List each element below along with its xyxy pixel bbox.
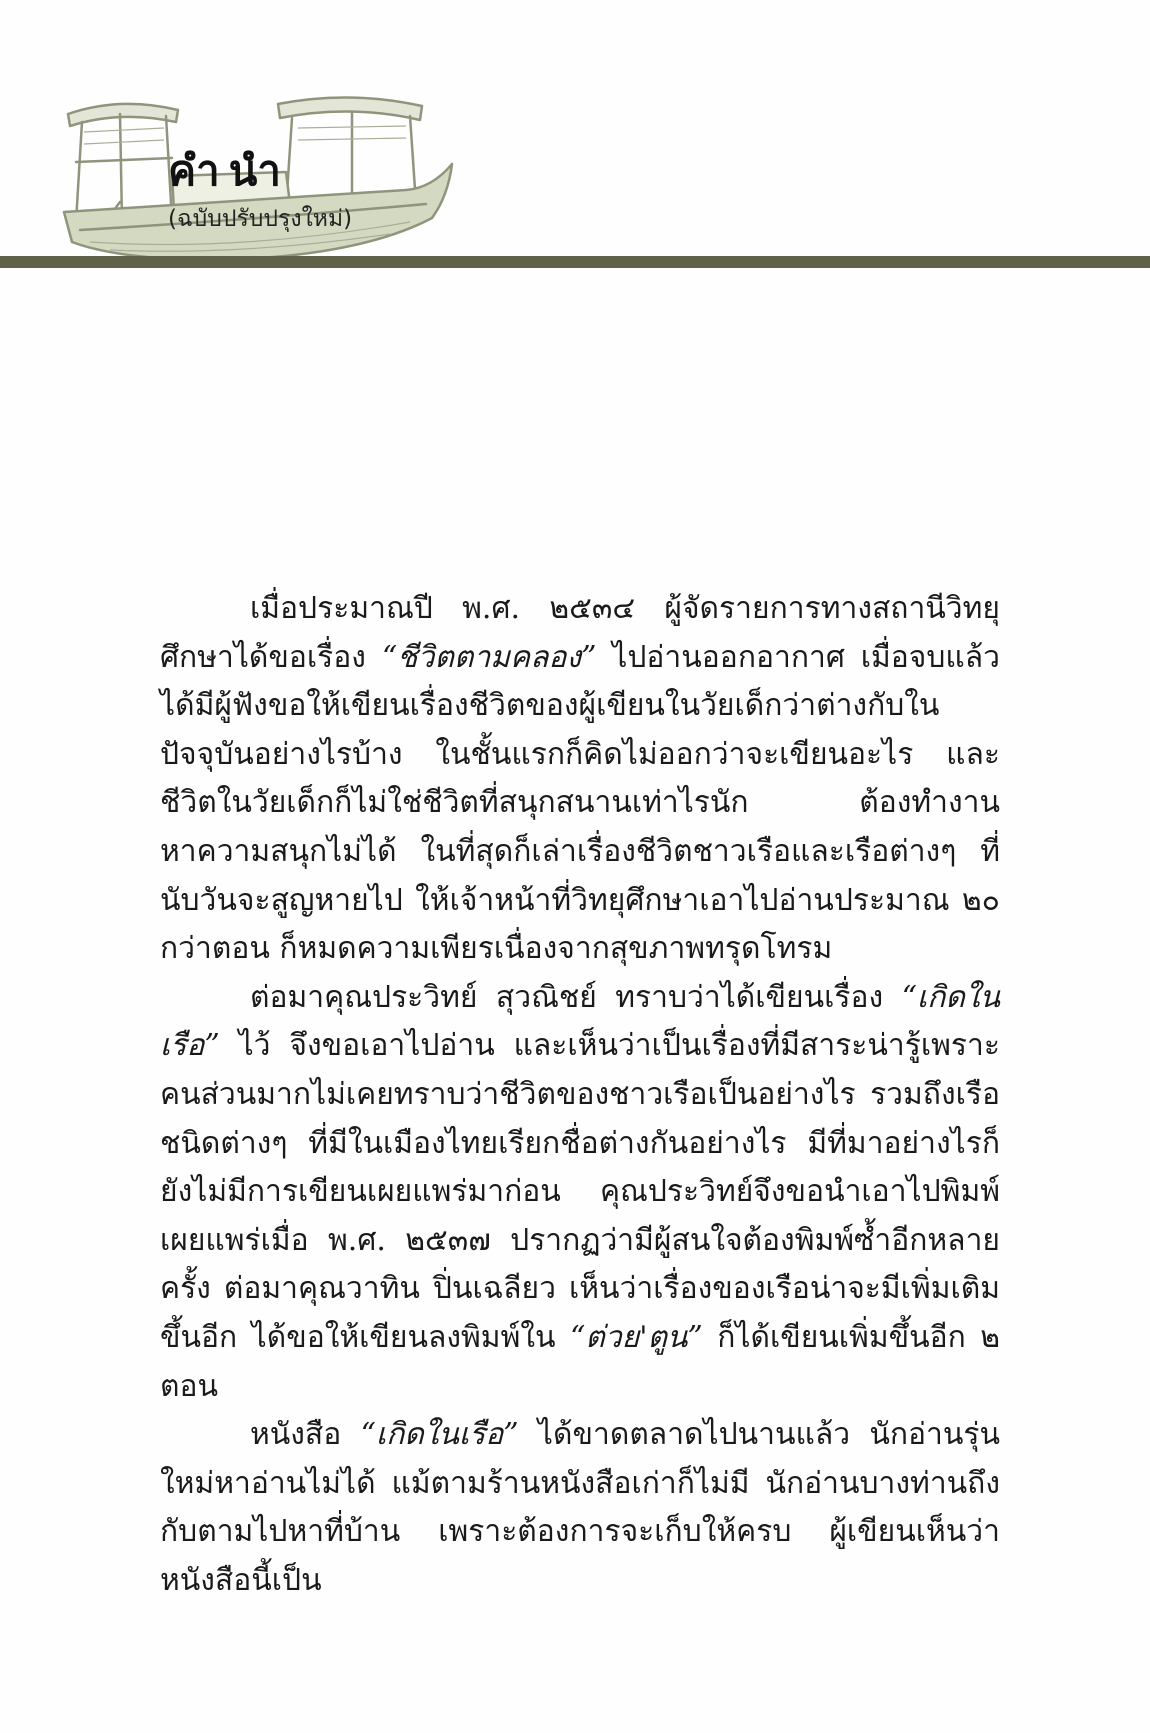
quoted-title: “ต่วย'ตูน”	[569, 1319, 703, 1355]
paragraph-text: ไว้ จึงขอเอาไปอ่าน และเห็นว่าเป็นเรื่องที่มีสาระน่ารู้เพราะคนส่วนมากไม่เคยทราบว่าชีวิตของชาวเรือเป็นอย่างไร รวมถึงเรือชนิดต่างๆ ที่มีในเมืองไทยเรียกชื่อต่างกันอย่างไร มีที่มาอย่างไรก็ยังไม่มีการเขียนเผยแพร่มาก่อน คุณประวิทย์จึงขอนำเอาไปพิมพ์เผยแพร่เมื่อ พ.ศ. ๒๕๓๗ ปรากฏว่ามีผู้สนใจต้องพิมพ์ซ้ำอีกหลายครั้ง ต่อมาคุณวาทิน ปิ่นเฉลียว เห็นว่าเรื่องของเรือน่าจะมีเพิ่มเติมขึ้นอีก ได้ขอให้เขียนลงพิมพ์ใน	[160, 1028, 1000, 1355]
body-paragraph	[160, 1411, 1000, 1605]
quoted-title: “เกิดในเรือ”	[360, 1417, 519, 1453]
paragraph-text: ได้ขาดตลาดไปนานแล้ว นักอ่านรุ่นใหม่หาอ่านไม่ได้ แม้ตามร้านหนังสือเก่าก็ไม่มี นักอ่านบางท่านถึงกับตามไปหาที่บ้าน เพราะต้องการจะเก็บให้ครบ ผู้เขียนเห็นว่าหนังสือนี้เป็น	[160, 1417, 1000, 1598]
paragraph-text: เมื่อประมาณปี พ.ศ. ๒๕๓๔ ผู้จัดรายการทางสถานีวิทยุศึกษาได้ขอเรื่อง	[160, 591, 1000, 675]
header-divider	[0, 256, 1150, 268]
body-paragraph	[160, 974, 1000, 1411]
paragraph-text: ก็ได้เขียนเพิ่มขึ้นอีก ๒ ตอน	[160, 1319, 1001, 1404]
page-subtitle: (ฉบับปรับปรุงใหม่)	[168, 206, 353, 232]
preface-body	[160, 585, 1000, 1605]
body-paragraph	[160, 585, 1000, 974]
paragraph-text: ไปอ่านออกอากาศ เมื่อจบแล้วได้มีผู้ฟังขอให้เขียนเรื่องชีวิตของผู้เขียนในวัยเด็กว่าต่างกับในปัจจุบันอย่างไรบ้าง ในชั้นแรกก็คิดไม่ออกว่าจะเขียนอะไร และชีวิตในวัยเด็กก็ไม่ใช่ชีวิตที่สนุกสนานเท่าไรนัก ต้องทำงานหาความสนุกไม่ได้ ในที่สุดก็เล่าเรื่องชีวิตชาวเรือและเรือต่างๆ ที่นับวันจะสูญหายไป ให้เจ้าหน้าที่วิทยุศึกษาเอาไปอ่านประมาณ ๒๐ กว่าตอน ก็หมดความเพียรเนื่องจากสุขภาพทรุดโทรม	[160, 639, 1000, 967]
quoted-title: “ชีวิตตามคลอง”	[381, 639, 597, 675]
quoted-title: “เกิดในเรือ”	[160, 979, 1000, 1064]
page-title: คำนำ	[168, 146, 290, 195]
paragraph-text: ต่อมาคุณประวิทย์ สุวณิชย์ ทราบว่าได้เขียนเรื่อง	[250, 979, 902, 1015]
paragraph-text: หนังสือ	[250, 1417, 361, 1453]
